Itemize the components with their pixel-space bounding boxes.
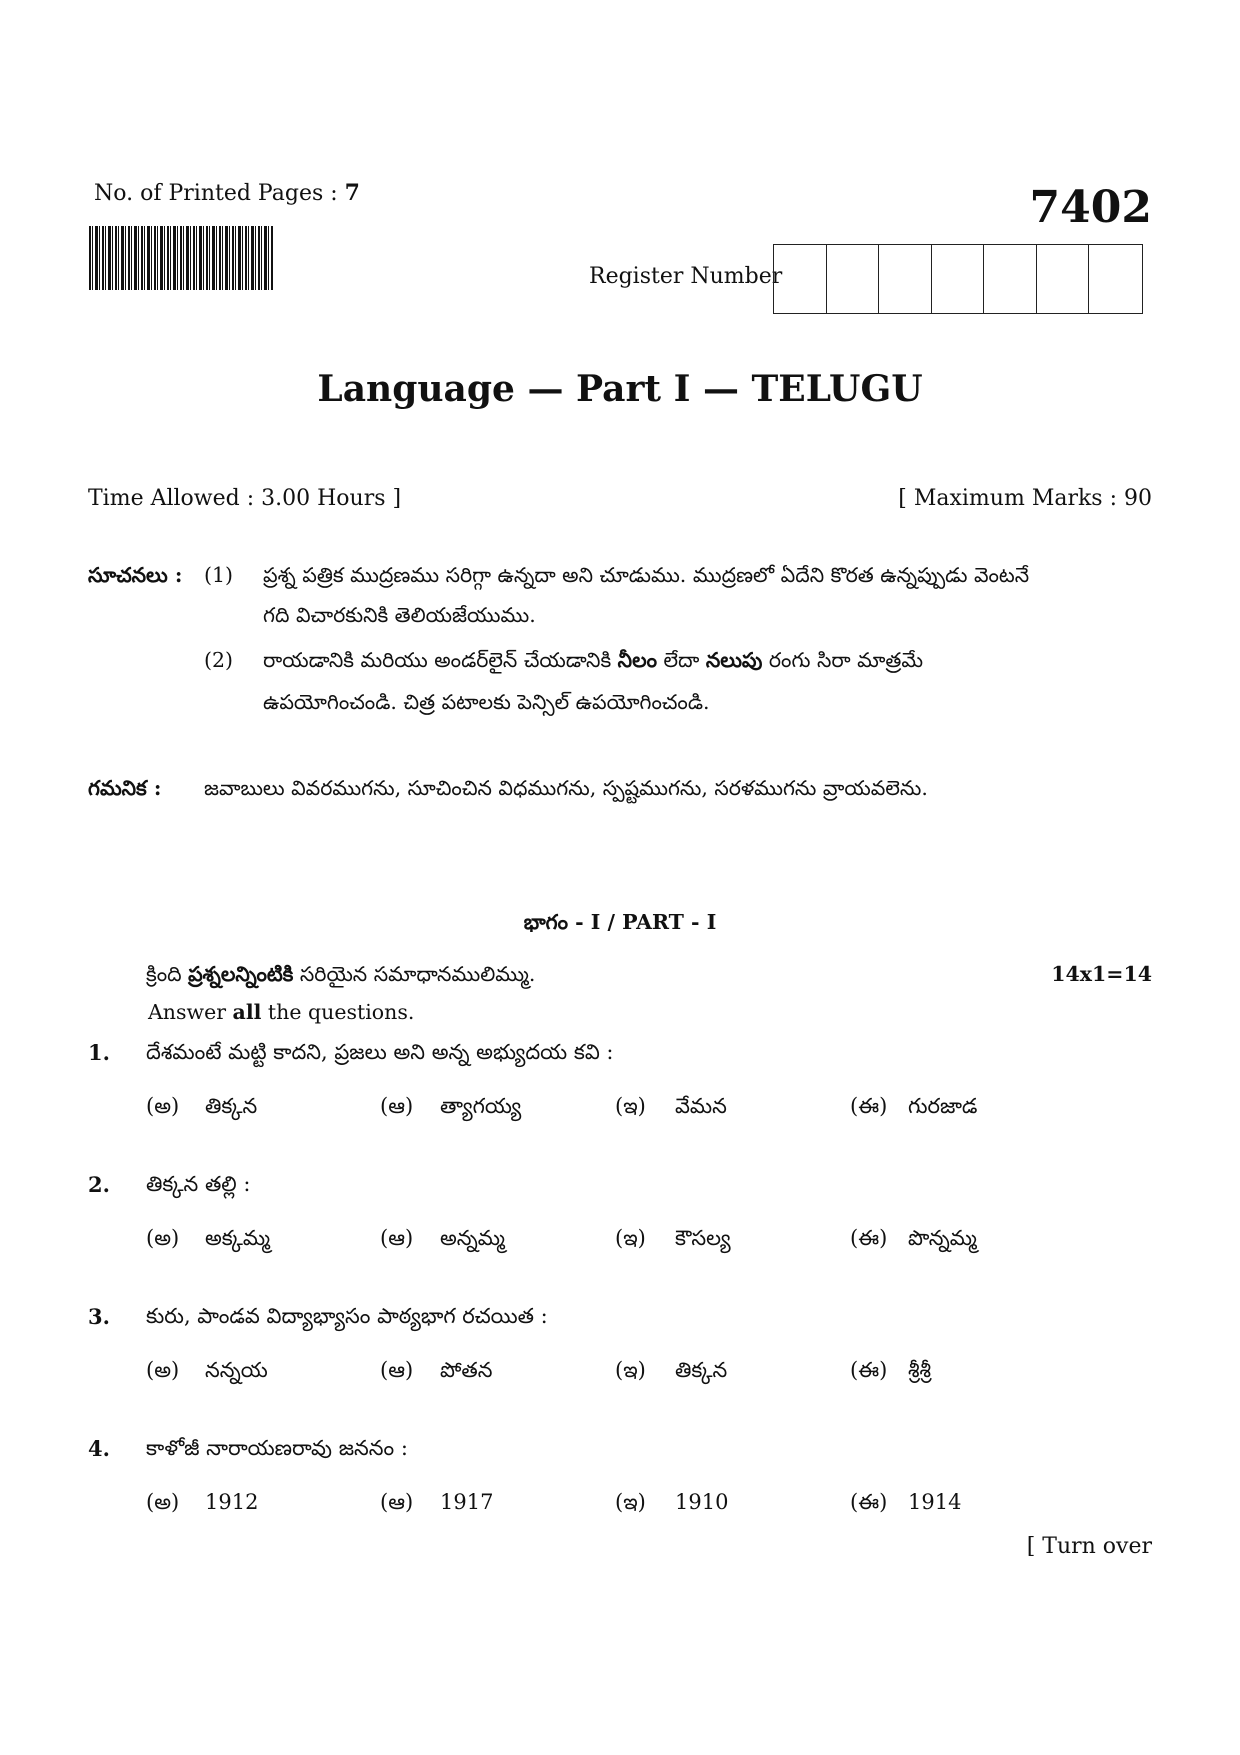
register-cell[interactable] [1037,245,1090,313]
option-value: తిక్కన [205,1094,258,1118]
option-value: 1917 [440,1490,494,1514]
maximum-marks: [ Maximum Marks : 90 [898,486,1152,511]
option-value: కౌసల్య [675,1226,731,1250]
option-label: (ఆ) [380,1358,414,1382]
instruction-1-num: (1) [204,563,234,587]
part-instruction-english: Answer all the questions. [148,1000,415,1024]
part-heading: భాగం - I / PART - I [523,910,717,934]
option-label: (అ) [146,1094,180,1118]
option-value: పోతన [440,1358,493,1382]
turn-over: [ Turn over [1026,1534,1152,1559]
option-value: వేమన [675,1094,727,1118]
option-label: (ఈ) [850,1358,888,1382]
note-text: జవాబులు వివరముగను, సూచించిన విధముగను, స్పష్టముగను, సరళముగను వ్రాయవలెను. [204,776,928,800]
option-label: (ఇ) [615,1226,646,1250]
instruction-2-num: (2) [204,648,234,672]
register-cell[interactable] [1089,245,1142,313]
time-allowed: Time Allowed : 3.00 Hours ] [88,486,402,511]
instruction-1-line2: గది విచారకునికి తెలియజేయుము. [263,603,536,627]
option-label: (ఆ) [380,1490,414,1514]
option-label: (ఈ) [850,1094,888,1118]
option-label: (ఆ) [380,1094,414,1118]
register-cell[interactable] [774,245,827,313]
page-title: Language — Part I — TELUGU [317,368,923,410]
question-number: 3. [88,1304,110,1329]
question-number: 2. [88,1172,110,1197]
question-text: కాళోజీ నారాయణరావు జననం : [146,1436,408,1460]
question-number: 4. [88,1436,110,1461]
barcode-icon [89,226,274,290]
question-text: కురు, పాండవ విద్యాభ్యాసం పాఠ్యభాగ రచయిత : [146,1304,548,1328]
option-label: (అ) [146,1490,180,1514]
option-label: (అ) [146,1226,180,1250]
register-cell[interactable] [984,245,1037,313]
register-cell[interactable] [879,245,932,313]
note-label: గమనిక : [88,776,162,800]
instruction-1-line1: ప్రశ్న పత్రిక ముద్రణము సరిగ్గా ఉన్నదా అని చూడుము. ముద్రణలో ఏదేని కొరత ఉన్నప్పుడు వెంటనే [263,563,1030,587]
option-value: అన్నమ్మ [440,1226,505,1250]
option-value: అక్కమ్మ [205,1226,271,1250]
part-instruction-telugu: క్రింది ప్రశ్నలన్నింటికి సరియైన సమాధానములిమ్ము. [146,962,536,986]
instruction-2-line2: ఉపయోగించండి. చిత్ర పటాలకు పెన్సిల్ ఉపయోగించండి. [263,690,710,714]
register-number-boxes[interactable] [773,244,1143,314]
option-value: తిక్కన [675,1358,728,1382]
part-marks: 14x1=14 [1051,962,1152,986]
option-value: 1910 [675,1490,729,1514]
option-label: (ఆ) [380,1226,414,1250]
option-label: (ఇ) [615,1358,646,1382]
instructions-label: సూచనలు : [88,563,183,587]
option-label: (ఈ) [850,1226,888,1250]
register-cell[interactable] [932,245,985,313]
option-label: (ఇ) [615,1490,646,1514]
option-value: 1914 [908,1490,962,1514]
instruction-2-line1: రాయడానికి మరియు అండర్‌లైన్ చేయడానికి నీలం లేదా నలుపు రంగు సిరా మాత్రమే [263,648,924,672]
printed-pages: No. of Printed Pages : 7 [94,180,360,206]
option-value: త్యాగయ్య [440,1094,522,1118]
option-label: (ఈ) [850,1490,888,1514]
option-value: పొన్నమ్మ [908,1226,977,1250]
question-text: తిక్కన తల్లి : [146,1172,251,1196]
question-number: 1. [88,1040,110,1065]
register-number-label: Register Number [589,264,783,289]
option-value: శ్రీశ్రీ [908,1358,932,1382]
paper-code: 7402 [1029,182,1152,233]
option-label: (అ) [146,1358,180,1382]
option-value: నన్నయ [205,1358,268,1382]
option-value: 1912 [205,1490,259,1514]
register-cell[interactable] [827,245,880,313]
question-text: దేశమంటే మట్టి కాదని, ప్రజలు అని అన్న అభ్యుదయ కవి : [146,1040,614,1064]
option-value: గురజాడ [908,1094,978,1118]
option-label: (ఇ) [615,1094,646,1118]
